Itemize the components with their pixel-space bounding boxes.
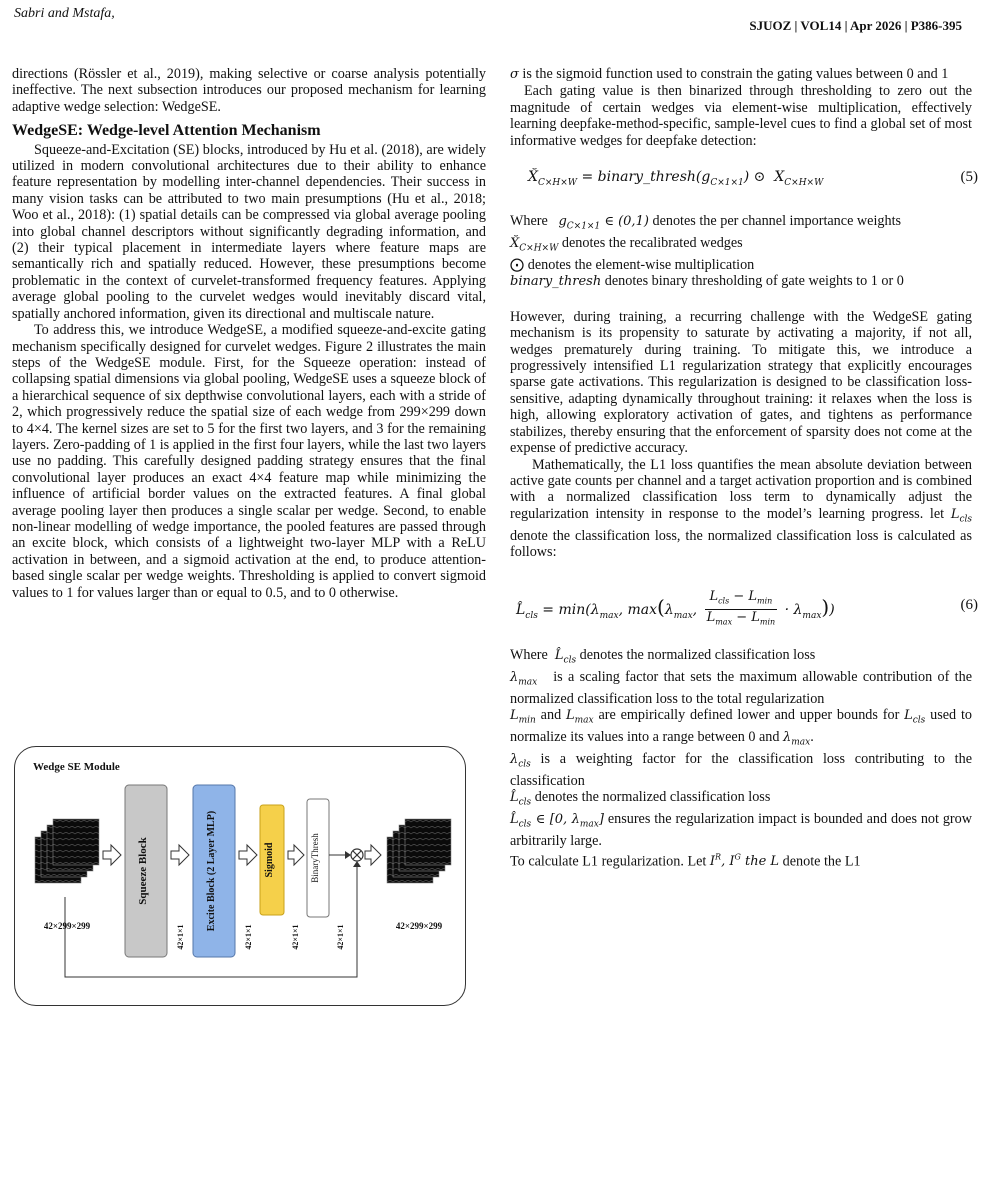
where-range: $L̂_{cls}$ ∈ [0, $\lambda_{max}$] ensures the regularization impact is bounded and does not grow arbitrarily large. (510, 811, 972, 850)
section-title: WedgeSE: Wedge-level Attention Mechanism (12, 122, 321, 140)
squeeze-label: Squeeze Block (137, 837, 149, 905)
equation-5-number: (5) (960, 169, 978, 186)
dim-input: 42×299×299 (43, 921, 91, 931)
paragraph-se-blocks: Squeeze-and-Excitation (SE) blocks, introduced by Hu et al. (2018), are widely utilized in modern convolutional architectures due to their ability to enhance feature representation by modelling inter-channel dependencies. Their success in many vision tasks can be attributed to two main presumptions (Hu et al., 2018; Woo et al., 2018): (1) spatial details can be compressed via global average pooling into global channel descriptors without significantly degrading information, and (2) their typical placement in intermediate layers where feature maps are semantically rich and spatially reduced. However, these presumptions become problematic in the context of curvelet-transformed frequency features. Applying average global pooling to the curvelet wedges would inevitably discard vital, spatially anchored information, given its directional and multiscale nature. (12, 141, 486, 322)
where-lambda-cls: $\lambda_{cls}$ is a weighting factor for the classification loss contributing to the classification (510, 750, 972, 789)
right-column (510, 66, 978, 870)
paragraph-however: However, during training, a recurring challenge with the WedgeSE gating mechanism is its propensity to saturate by activating a majority, if not all, wedges prematurely during training. To mitigate this, we introduce a progressively intensified L1 regularization strategy that explicitly encourages sparse gate activations. This regularization is designed to be classification loss-sensitive, adapting dynamically throughout training: it relaxes when the loss is high, allowing exploratory activation of gates, and tightens as performance stabilizes, thereby ensuring that the enforcement of sparsity does not come at the expense of predictive accuracy. (510, 308, 972, 457)
wedgese-figure (14, 746, 466, 1006)
dim-binary: 42×1×1 (336, 924, 345, 950)
output-wedge-stack-icon (387, 819, 451, 883)
definition-elementwise: ⨀ denotes the element-wise multiplication (510, 257, 755, 274)
input-wedge-stack-icon (35, 819, 99, 883)
dim-output: 42×299×299 (395, 921, 443, 931)
left-column (12, 66, 486, 601)
dim-squeeze: 42×1×1 (176, 924, 185, 950)
arrow-icon (171, 845, 189, 865)
where-bounds: $L_{min}$ and $L_{max}$ are empirically defined lower and upper bounds for $L_{cls}$ used to normalize its values into a range between 0 and $\lambda_{max}$. (510, 706, 972, 748)
where-lhat: Where $L̂_{cls}$ denotes the normalized classification loss (510, 646, 816, 666)
sigma-description: σ is the sigmoid function used to constrain the gating values between 0 and 1 (510, 66, 949, 82)
binary-label: BinaryThresh (310, 833, 320, 883)
equation-6: $L̂_{cls} = \min(\lambda_{max}$, $\max(\lambda_{max}$, $\frac{L_{cls} - L_{min}}{L_{max} - L_{min}}$ · $\lambda_{max}$)) (6) (516, 588, 978, 627)
definition-recalibrated: $X̆_{C\times H\times W}$ denotes the recalibrated wedges (510, 235, 743, 254)
excite-label: Excite Block (2 Layer MLP) (206, 810, 217, 932)
definition-binary-thresh: binary_thresh denotes binary thresholding of gate weights to 1 or 0 (510, 273, 904, 290)
dim-excite: 42×1×1 (244, 924, 253, 950)
paragraph-wedgese: To address this, we introduce WedgeSE, a modified squeeze-and-excite gating mechanism specifically designed for curvelet wedges. Figure 2 illustrates the main steps of the WedgeSE module. First, for the Squeeze operation: instead of collapsing spatial dimensions via global pooling, WedgeSE uses a squeeze block of a hierarchical sequence of six depthwise convolutional layers, each with a stride of 2, which progressively reduce the spatial size of each wedge from 299×299 down to 4×4. The kernel sizes are set to 5 for the first two layers, and 3 for the remaining layers. Zero-padding of 1 is applied in the first four layers, while the last two layers use no padding. This carefully designed padding strategy ensures that the final convolutional layer produces an exact 4×4 feature map while minimizing the influence of artificial border values on the extracted features. A final global average pooling layer then produces a single scalar per wedge. Second, to enable non-linear modelling of wedge importance, the pooled features are passed through an excite block, which consists of a lightweight two-layer MLP with a ReLU activation in between, and a sigmoid activation at the end, to produce attention-based single scalar per wedge weights. Thresholding is applied to convert sigmoid values to 1 for values larger than or equal to 0.5, and to 0 otherwise. (12, 322, 486, 601)
figure-title: Wedge SE Module (33, 761, 120, 773)
paragraph-math: Mathematically, the L1 loss quantifies the mean absolute deviation between active gate counts per channel and a target activation proportion and is combined with a normalized classification loss term to dynamically adjust the regularization intensity in response to the model’s learning progress. let $L_{cls}$ denote the classification loss, the normalized classification loss is calculated as follows: (510, 456, 972, 561)
where-lambda-max: $\lambda_{max}$ is a scaling factor that sets the maximum allowable contribution of the normalized classification loss to the total regularization (510, 668, 972, 707)
where-block-1: Where $g_{C\times 1\times 1}$ ∈ (0,1) denotes the per channel importance weights (510, 213, 902, 232)
paragraph-intro: directions (Rössler et al., 2019), making selective or coarse analysis potentially ineffective. The next subsection introduces our proposed mechanism for learning adaptive wedge selection: WedgeSE. (12, 66, 486, 115)
multiply-icon (351, 849, 363, 861)
wedgese-diagram (15, 747, 465, 1005)
paragraph-gating: Each gating value is then binarized through thresholding to zero out the magnitude of certain wedges via element-wise multiplication, effectively learning deepfake-method-specific, sample-level cues to find a global set of most informative wedges for deepfake detection: (510, 83, 972, 149)
arrow-icon (103, 845, 121, 865)
arrow-icon (288, 845, 304, 865)
arrow-icon (239, 845, 257, 865)
equation-5: $X̆_{C\times H\times W}$ = $binary\_thresh(g_{C\times 1\times 1})$ ⊙ $X_{C\times H\times W}$ (5) (528, 169, 978, 188)
arrow-icon (365, 845, 381, 865)
last-line: To calculate L1 regularization. Let $I^R$, $I^G$ the L denote the L1 (510, 852, 861, 870)
where-lhat-2: $L̂_{cls}$ denotes the normalized classification loss (510, 789, 771, 808)
equation-6-number: (6) (960, 596, 978, 613)
running-head-authors: Sabri and Mstafa, (14, 6, 115, 21)
dim-sigmoid: 42×1×1 (291, 924, 300, 950)
journal-reference: SJUOZ | VOL14 | Apr 2026 | P386-395 (749, 18, 962, 33)
sigmoid-label: Sigmoid (264, 842, 275, 878)
